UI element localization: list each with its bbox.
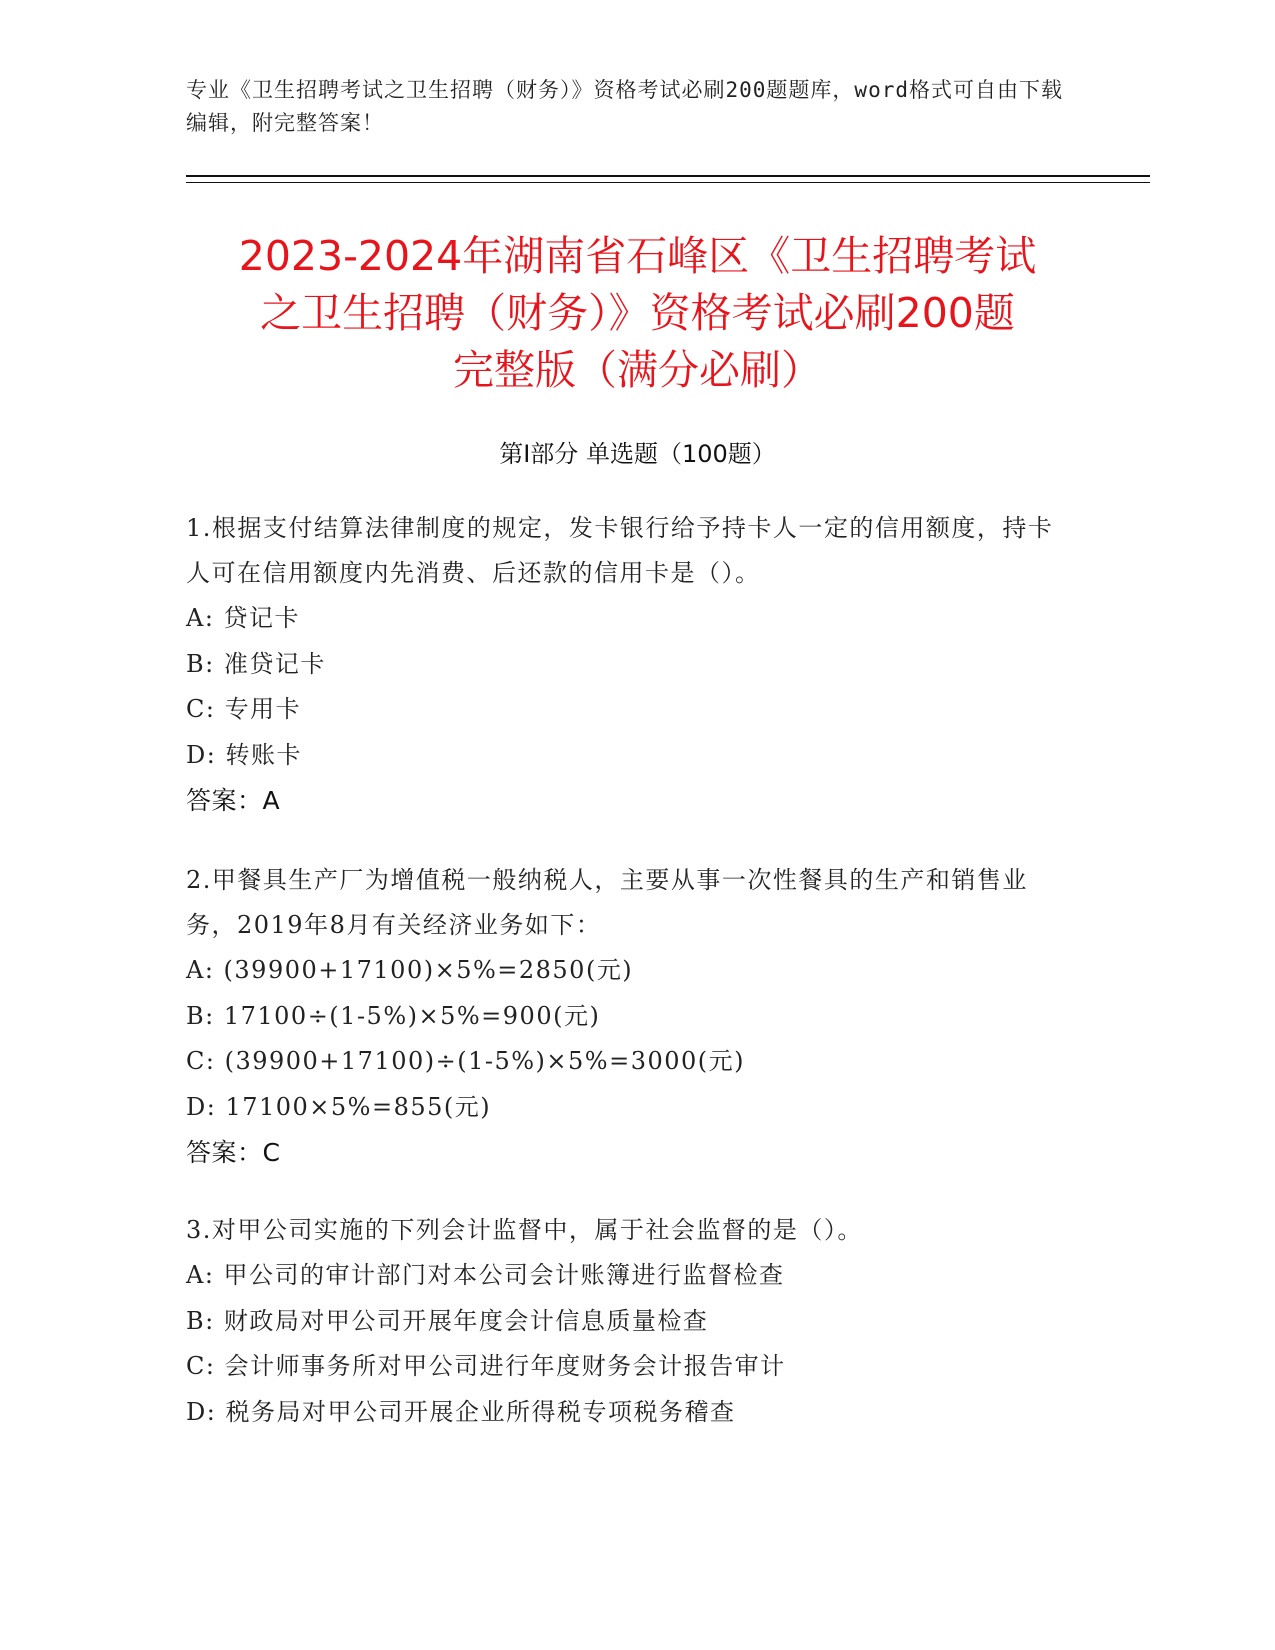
- question-stem: 3.对甲公司实施的下列会计监督中，属于社会监督的是（）。: [186, 1216, 863, 1244]
- option-a: A: 甲公司的审计部门对本公司会计账簿进行监督检查: [186, 1261, 785, 1289]
- question-1: [186, 506, 1066, 824]
- option-a: A: (39900+17100)×5%=2850(元): [186, 956, 634, 984]
- title-line: 之卫生招聘（财务）》资格考试必刷200题: [260, 289, 1015, 337]
- title-line: 完整版（满分必刷）: [453, 346, 822, 394]
- document-title: [150, 228, 1125, 399]
- question-stem: 1.根据支付结算法律制度的规定，发卡银行给予持卡人一定的信用额度，持卡人可在信用额度内先消费、后还款的信用卡是（）。: [186, 514, 1054, 587]
- option-c: C: 会计师事务所对甲公司进行年度财务会计报告审计: [186, 1352, 786, 1380]
- header-divider-thick: [186, 175, 1150, 177]
- option-b: B: 17100÷(1-5%)×5%=900(元): [186, 1001, 601, 1030]
- question-stem: 2.甲餐具生产厂为增值税一般纳税人，主要从事一次性餐具的生产和销售业务，2019年8月有关经济业务如下：: [186, 866, 1028, 939]
- option-d: D: 17100×5%=855(元): [186, 1092, 492, 1121]
- document-header-note: 专业《卫生招聘考试之卫生招聘（财务）》资格考试必刷200题题库，word格式可自由下载编辑，附完整答案！: [186, 78, 1063, 135]
- option-d: D: 转账卡: [186, 740, 302, 769]
- answer: 答案：A: [186, 786, 281, 815]
- option-b: B: 准贷记卡: [186, 649, 326, 678]
- option-b: B: 财政局对甲公司开展年度会计信息质量检查: [186, 1306, 709, 1335]
- option-c: C: 专用卡: [186, 695, 302, 723]
- option-c: C: (39900+17100)÷(1-5%)×5%=3000(元): [186, 1047, 745, 1075]
- section-title: 第Ⅰ部分 单选题（100题）: [499, 440, 776, 468]
- answer: 答案：C: [186, 1138, 281, 1167]
- option-d: D: 税务局对甲公司开展企业所得税专项税务稽查: [186, 1397, 736, 1426]
- option-a: A: 贷记卡: [186, 604, 301, 632]
- question-2: [186, 858, 1066, 1176]
- title-line: 2023-2024年湖南省石峰区《卫生招聘考试: [238, 232, 1037, 280]
- question-3: [186, 1208, 1066, 1435]
- header-divider-thin: [186, 182, 1150, 183]
